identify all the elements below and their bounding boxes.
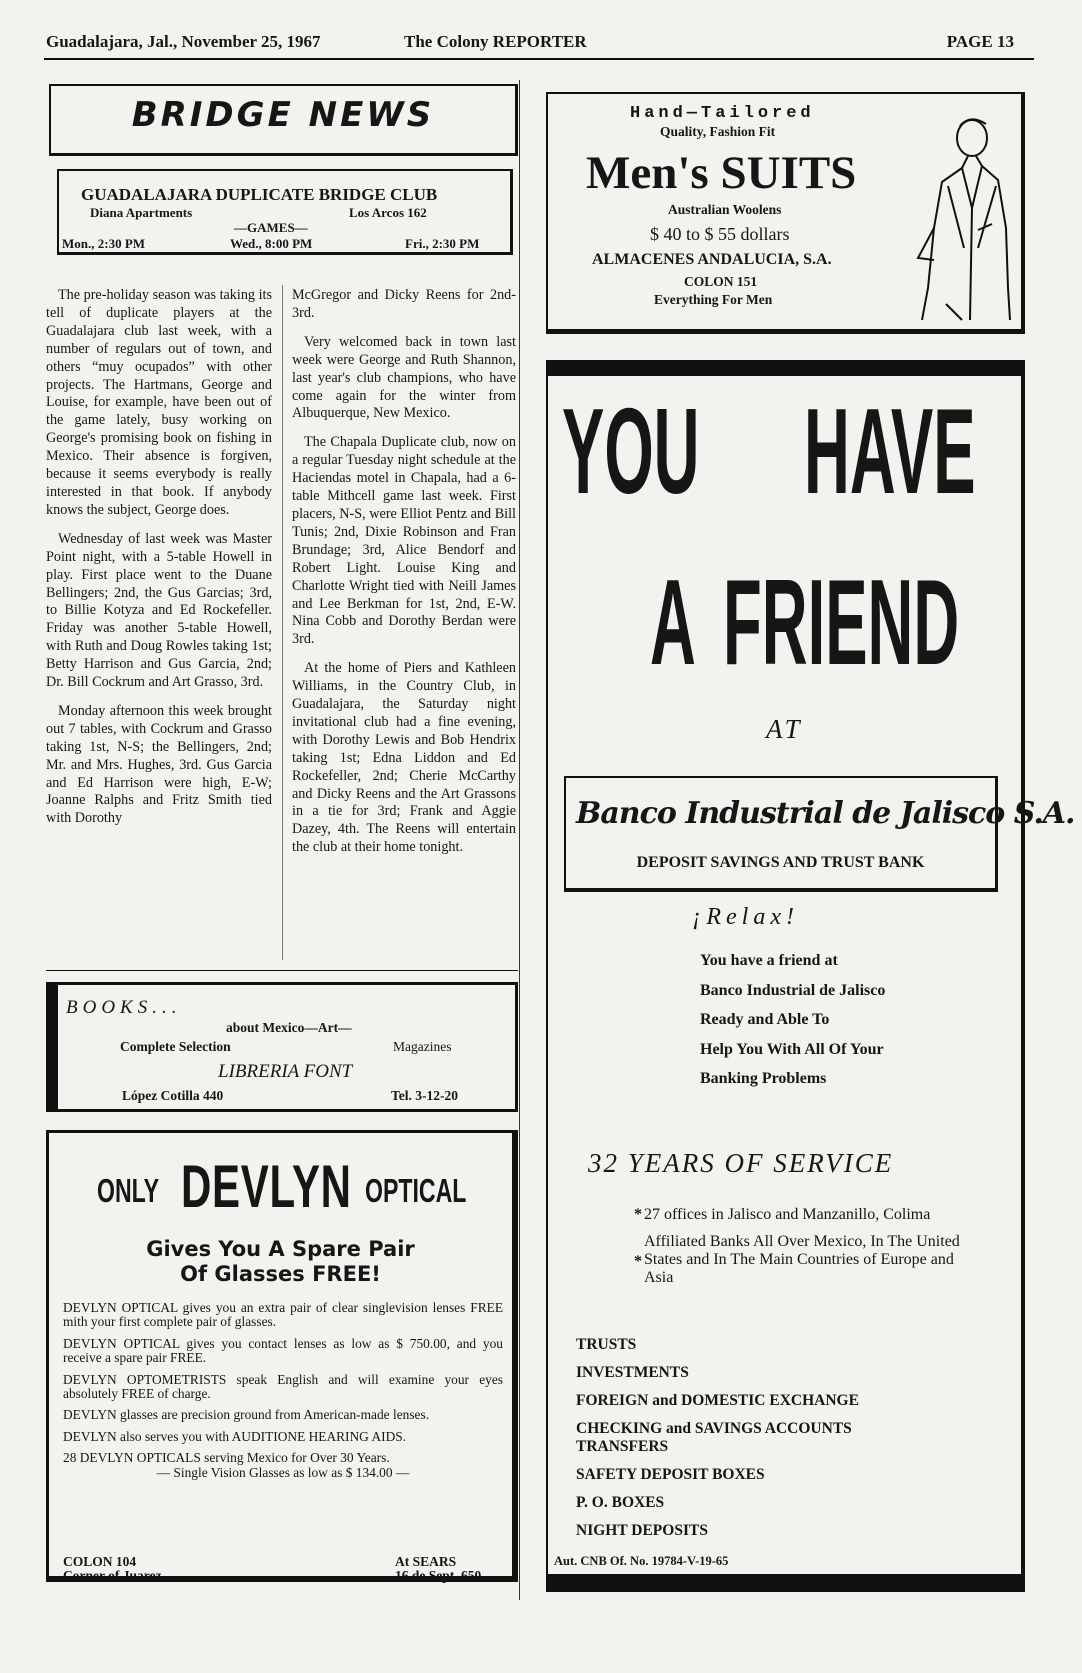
suits-woolens: Australian Woolens	[668, 202, 782, 217]
bridge-game-wednesday: Wed., 8:00 PM	[230, 236, 313, 251]
masthead-page-number: PAGE 13	[946, 32, 1014, 51]
bridge-paragraph: McGregor and Dicky Reens for 2nd-3rd.	[292, 287, 516, 321]
devlyn-paragraph: DEVLYN glasses are precision ground from American-made lenses.	[63, 1407, 430, 1423]
bank-relax-line: Help You With All Of Your	[700, 1040, 884, 1058]
mens-suits-ad	[546, 92, 1025, 334]
devlyn-address-sears	[395, 1555, 481, 1583]
suits-slogan: Everything For Men	[654, 292, 773, 307]
bridge-paragraph: The pre-holiday season was taking its tell of duplicate players at the Guadalajara club last week, with a number of regulars out of town, and others “muy ocupados” with other projects. The Hartmans, George and Louise, for example, have been out of the game lately, busy working on George's promising book on fishing in Mexico. Their absence is forgiven, because it seems everybody is really interested in that book. If anybody knows the subject, George does.	[46, 287, 272, 518]
bridge-paragraph: The Chapala Duplicate club, now on a regular Tuesday night schedule at the Haciendas motel in Chapala, had a 6-table Mithcell game last week. First placers, N-S, were Elliot Pentz and Bill Tunis; 2nd, Dixie Robinson and Fran Brundage; 3rd, Alice Bendorf and Robert Light. Louise King and Charlotte Wright tied with Neill James and Lee Berkman for 1st, 2nd, E-W. Nina Cobb and Dorothy Berdan were 3rd.	[292, 434, 516, 648]
bank-relax: ¡Relax!	[692, 904, 799, 930]
bank-headline-you: YOU	[562, 383, 700, 519]
devlyn-address-sears-line2: 16 de Sept. 650	[395, 1568, 482, 1583]
bank-relax-line: Banco Industrial de Jalisco	[700, 981, 886, 999]
bridge-paragraph: Very welcomed back in town last week were George and Ruth Shannon, last year's club champions, who have come again for the winter from Albuquerque, New Mexico.	[292, 333, 516, 422]
bank-deposit-line: DEPOSIT SAVINGS AND TRUST BANK	[636, 854, 925, 871]
bridge-column-2	[292, 287, 516, 868]
books-ad-address: López Cotilla 440	[122, 1088, 224, 1103]
devlyn-single-vision: — Single Vision Glasses as low as $ 134.00 —	[156, 1464, 410, 1480]
bank-bullet-1: 27 offices in Jalisco and Manzanillo, Colima	[644, 1206, 931, 1223]
bank-service-item: FOREIGN and DOMESTIC EXCHANGE	[576, 1392, 859, 1409]
bank-service-item: SAFETY DEPOSIT BOXES	[576, 1466, 765, 1483]
masthead-rule	[44, 58, 1034, 60]
devlyn-headline-2: Of Glasses FREE!	[180, 1262, 381, 1286]
books-ad-magazines: Magazines	[393, 1039, 452, 1054]
bridge-paragraph: Monday afternoon this week brought out 7 tables, with Cockrum and Grasso taking 1st, N-S; the Bellingers, 2nd; Mr. and Mrs. Hughes, 3rd. Gus Garcia and Ed Harrison were high, E-W; Joanne Ralphs and Fritz Smith tied with Dorothy	[46, 702, 272, 827]
bridge-column-1	[46, 287, 272, 839]
bank-bullets	[634, 1206, 974, 1287]
devlyn-headline-1: Gives You A Spare Pair	[146, 1237, 415, 1261]
bank-relax-line: Banking Problems	[700, 1070, 827, 1088]
masthead-date: Guadalajara, Jal., November 25, 1967	[46, 32, 321, 51]
masthead	[46, 32, 1036, 56]
devlyn-paragraph: DEVLYN OPTICAL gives you an extra pair of clear singlevision lenses FREE mith your first complete pair of glasses.	[63, 1300, 503, 1330]
column-divider	[519, 80, 520, 1600]
bank-relax-line: You have a friend at	[700, 952, 838, 969]
devlyn-address-colon	[63, 1555, 161, 1583]
bank-headline-at: AT	[766, 714, 803, 744]
devlyn-address-colon-line2: Corner of Juarez	[63, 1568, 162, 1583]
suits-address: COLON 151	[684, 274, 758, 289]
bank-services-list	[576, 1336, 996, 1550]
bank-relax-line: Ready and Able To	[700, 1011, 830, 1029]
bank-bullet-2: Affiliated Banks All Over Mexico, In The United States and In The Main Countries of Europe and Asia	[644, 1233, 960, 1286]
books-ad-store-name: LIBRERIA FONT	[218, 1061, 353, 1082]
bank-headline-a: A	[650, 554, 696, 690]
bank-script-logo: Banco Industrial de Jalisco S.A.	[576, 796, 1075, 831]
devlyn-address-sears-line1: At SEARS	[395, 1554, 457, 1569]
suits-quality: Quality, Fashion Fit	[660, 124, 776, 139]
bridge-game-monday: Mon., 2:30 PM	[62, 236, 146, 251]
bridge-paragraph: At the home of Piers and Kathleen Williams, in the Country Club, in Guadalajara, the Saturday night invitational club had a fine evening, with Dorothy Lewis and Bob Hendrix taking 1st; Edna Liddon and Ed Rockefeller, 2nd; Cherie McCarthy and Dicky Reens and the Art Grassons in a tie for 3rd; Frank and Aggie Dazey, 4th. The Reens will entertain the club at their home tonight.	[292, 660, 516, 856]
books-ad-selection: Complete Selection	[120, 1039, 231, 1054]
suits-store: ALMACENES ANDALUCIA, S.A.	[592, 251, 832, 268]
devlyn-paragraph: DEVLYN also serves you with AUDITIONE HEARING AIDS.	[63, 1428, 407, 1444]
bridge-column-divider	[282, 285, 283, 960]
devlyn-only: ONLY	[97, 1172, 160, 1209]
bank-headline-have: HAVE	[804, 383, 976, 519]
bridge-games-label: —GAMES—	[234, 220, 308, 235]
bridge-club-location-left: Diana Apartments	[90, 205, 193, 220]
bank-headline-friend: FRIEND	[723, 554, 960, 690]
bullet-asterisk-icon: *	[634, 1206, 642, 1223]
devlyn-address-colon-line1: COLON 104	[63, 1554, 137, 1569]
bank-relax-lines	[700, 946, 885, 1094]
suits-title: Men's SUITS	[586, 147, 857, 199]
devlyn-paragraph: DEVLYN OPTOMETRISTS speak English and will examine your eyes absolutely FREE of charge.	[63, 1371, 503, 1402]
bridge-game-friday: Fri., 2:30 PM	[405, 236, 480, 251]
bridge-news-banner	[49, 84, 518, 156]
devlyn-name: DEVLYN	[181, 1153, 352, 1220]
bullet-asterisk-icon: *	[634, 1253, 642, 1270]
devlyn-body	[63, 1301, 503, 1480]
bank-service-item: TRUSTS	[576, 1336, 637, 1353]
books-ad	[46, 982, 518, 1112]
bridge-club-box	[57, 169, 513, 255]
devlyn-paragraph: DEVLYN OPTICAL gives you contact lenses as low as $ 750.00, and you receive a spare pair FREE.	[63, 1335, 503, 1366]
suits-tagline: Hand—Tailored	[630, 104, 815, 123]
man-in-suit-illustration	[912, 108, 1016, 322]
banco-industrial-ad	[546, 360, 1075, 1592]
bridge-bottom-rule	[46, 970, 518, 971]
bank-service-item: CHECKING and SAVINGS ACCOUNTS TRANSFERS	[576, 1420, 852, 1455]
bridge-news-title: BRIDGE NEWS	[131, 95, 435, 135]
bank-service-item: NIGHT DEPOSITS	[576, 1522, 708, 1539]
devlyn-logo	[97, 1152, 477, 1220]
masthead-paper-name: The Colony REPORTER	[404, 32, 587, 51]
books-ad-title: BOOKS...	[66, 997, 182, 1018]
books-ad-subtitle: about Mexico—Art—	[226, 1020, 352, 1035]
bank-logo-box	[564, 776, 1075, 892]
bridge-paragraph: Wednesday of last week was Master Point night, with a 5-table Howell in play. First place went to the Duane Bellingers; 2nd, the Gus Garcias; 3rd, to Billie Kotyza and Ed Rockefeller. Friday was another 5-table Howell, with Ruth and Doug Rowles taking 1st; Betty Harrison and Gus Garcia, 2nd; Dr. Bill Cockrum and Art Grasso, 3rd.	[46, 530, 272, 691]
bank-service-item: INVESTMENTS	[576, 1364, 689, 1381]
bank-service-item: P. O. BOXES	[576, 1494, 665, 1511]
bank-years-of-service: 32 YEARS OF SERVICE	[588, 1148, 894, 1178]
devlyn-paragraph: 28 DEVLYN OPTICALS serving Mexico for Over 30 Years.	[63, 1450, 390, 1466]
devlyn-optical-ad	[46, 1130, 518, 1582]
devlyn-optical-word: OPTICAL	[365, 1172, 467, 1209]
bank-authorization: Aut. CNB Of. No. 19784-V-19-65	[554, 1554, 729, 1568]
books-ad-telephone: Tel. 3-12-20	[391, 1088, 458, 1103]
bridge-club-location-right: Los Arcos 162	[349, 205, 427, 220]
bridge-club-name: GUADALAJARA DUPLICATE BRIDGE CLUB	[81, 185, 438, 204]
suits-price: $ 40 to $ 55 dollars	[650, 224, 790, 244]
